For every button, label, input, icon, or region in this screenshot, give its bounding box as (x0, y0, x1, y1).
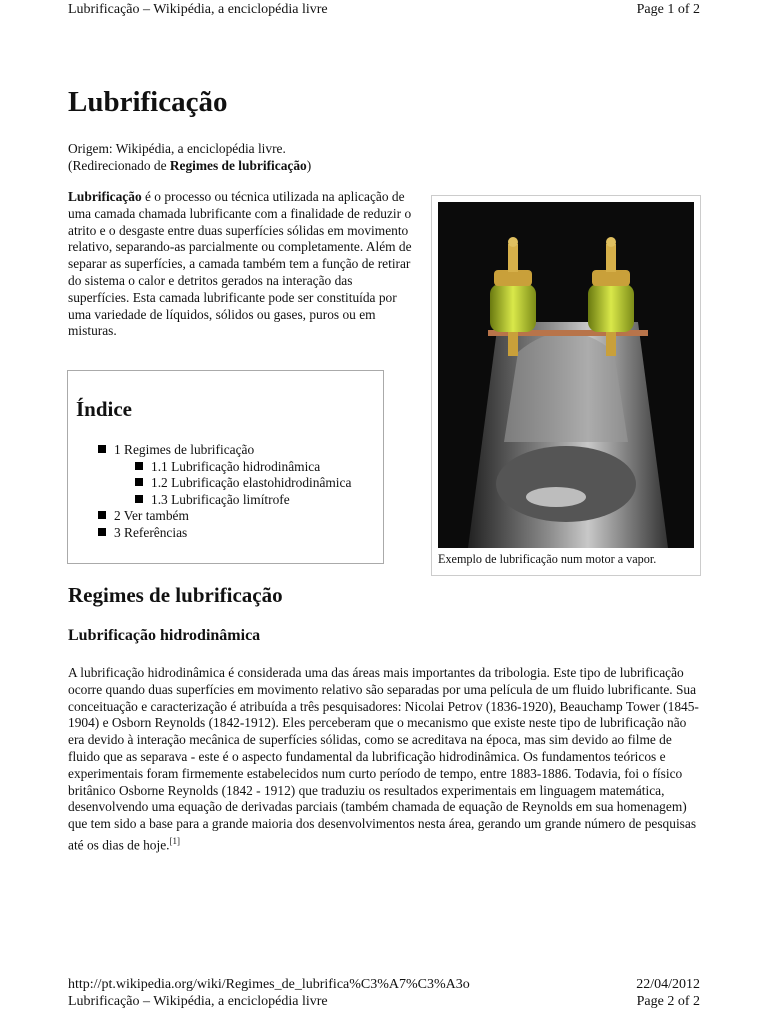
header-page: Page 1 of 2 (636, 2, 700, 17)
print-footer-url (68, 977, 700, 993)
toc-item-label: 3 Referências (114, 524, 188, 540)
bullet-icon (135, 495, 143, 503)
steam-engine-photo[interactable] (438, 202, 694, 548)
toc-item-label: 2 Ver também (114, 508, 189, 524)
bullet-icon (98, 511, 106, 519)
bullet-icon (135, 462, 143, 470)
redirect-link[interactable]: Regimes de lubrificação (169, 158, 307, 173)
toc-item-label: 1.2 Lubrificação elastohidrodinâmica (151, 475, 352, 491)
bullet-icon (135, 478, 143, 486)
header-title: Lubrificação – Wikipédia, a enciclopédia livre (68, 2, 328, 17)
redirect-prefix: (Redirecionado de (68, 158, 170, 173)
table-of-contents (67, 370, 384, 564)
footer-page: Page 2 of 2 (636, 994, 700, 1009)
toc-item-1-2[interactable] (135, 475, 351, 492)
page-title: Lubrificação (68, 86, 228, 118)
section-heading: Regimes de lubrificação (68, 583, 283, 607)
bullet-icon (98, 528, 106, 536)
intro-text: é o processo ou técnica utilizada na aplicação de uma camada chamada lubrificante com a finalidade de reduzir o atrito e o desgaste entre duas superfícies sólidas em movimento relativo, separando-as parcialmente ou completamente. Além de separar as superfícies, a camada também tem a função de retirar do sistema o calor e detritos gerados na interação das superfícies. Esta camada lubrificante pode ser constituída por uma variedade de líquidos, sólidos ou gases, puros ou em misturas. (68, 189, 412, 339)
origin-line: Origem: Wikipédia, a enciclopédia livre. (68, 141, 286, 156)
reference-link[interactable]: [1] (169, 835, 181, 846)
redirect-suffix: ) (306, 158, 312, 173)
figure-box (431, 195, 701, 576)
subsection-heading: Lubrificação hidrodinâmica (68, 627, 261, 644)
print-header (68, 2, 700, 18)
toc-item-1[interactable] (98, 442, 351, 508)
toc-title: Índice (76, 397, 133, 421)
bullet-icon (98, 445, 106, 453)
footer-url: http://pt.wikipedia.org/wiki/Regimes_de_lubrifica%C3%A7%C3%A3o (68, 977, 470, 992)
intro-paragraph (68, 189, 413, 340)
print-footer-title (68, 994, 700, 1010)
redirect-line (68, 157, 311, 174)
paragraph-text: A lubrificação hidrodinâmica é considerada uma das áreas mais importantes da tribologia. Este tipo de lubrificação ocorre quando duas superfícies em movimento relativo são separadas por uma película de um fluido lubrificante. Sua conceituação e caracterização é atribuída a três pesquisadores: Nicolai Petrov (1836-1920), Beauchamp Tower (1845-1904) e Osborn Reynolds (1842-1912). Eles perceberam que o mecanismo que existe neste tipo de lubrificação não era devido à interação mecânica de superfícies sólidas, como se acreditava na época, mas sim devido ao filme de fluido que as separava - este é o aspecto fundamental da lubrificação hidrodinâmica. Os fundamentos teóricos e experimentais foram firmemente estabelecidos num curto período de tempo, entre 1883-1886. Todavia, foi o físico britânico Osborne Reynolds (1842 - 1912) que traduziu os resultados experimentais em linguagem matemática, desenvolvendo uma equação de derivadas parciais (também chamada de equação de Reynolds em sua homenagem) que tem sido a base para a grande maioria dos desenvolvimentos nesta área, gerando um grande número de pesquisas até os dias de hoje. (68, 665, 699, 853)
origin-note (68, 140, 311, 174)
footer-title: Lubrificação – Wikipédia, a enciclopédia livre (68, 994, 328, 1009)
toc-item-2[interactable] (98, 508, 351, 525)
toc-item-label: 1 Regimes de lubrificação (114, 442, 255, 457)
toc-item-label: 1.3 Lubrificação limítrofe (151, 491, 290, 507)
intro-bold-term: Lubrificação (68, 189, 142, 204)
footer-date: 22/04/2012 (636, 977, 700, 992)
toc-item-1-3[interactable] (135, 492, 351, 509)
toc-list (98, 442, 351, 542)
toc-item-1-1[interactable] (135, 459, 351, 476)
body-paragraph (68, 665, 704, 854)
figure-caption: Exemplo de lubrificação num motor a vapor. (438, 552, 657, 566)
toc-item-label: 1.1 Lubrificação hidrodinâmica (151, 458, 321, 474)
toc-item-3[interactable] (98, 525, 351, 542)
toc-sublist (98, 459, 351, 509)
